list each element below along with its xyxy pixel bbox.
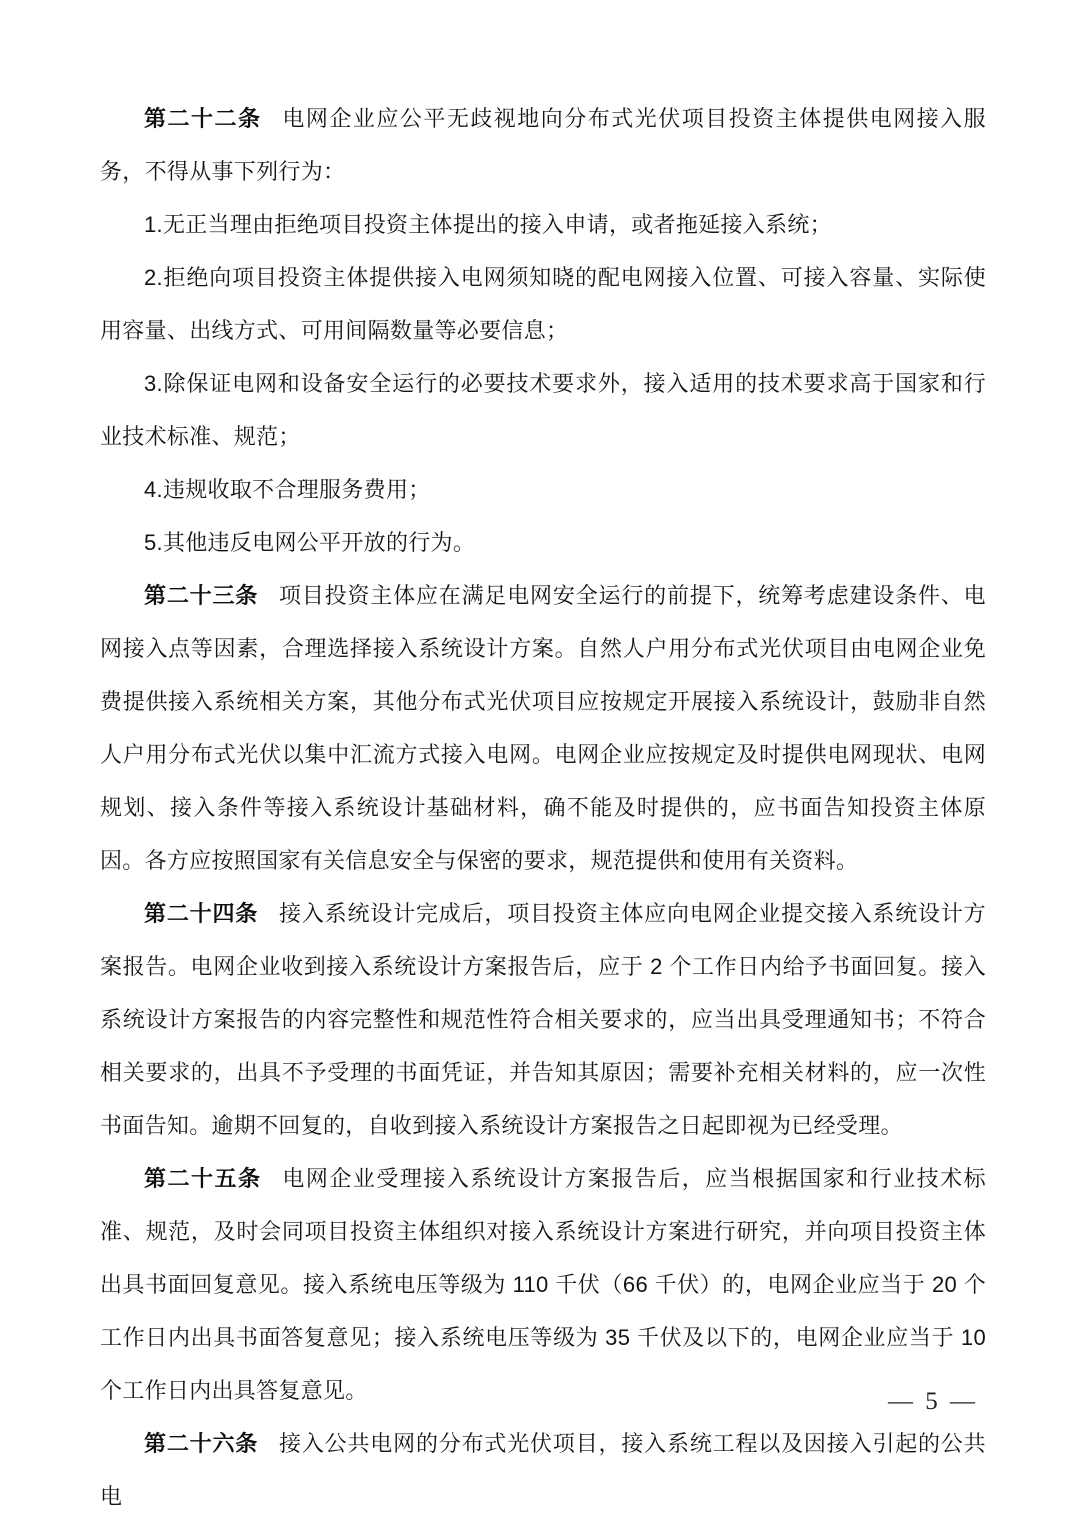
paragraph-item-2: 2.拒绝向项目投资主体提供接入电网须知晓的配电网接入位置、可接入容量、实际使用容量、出线方式、可用间隔数量等必要信息； <box>100 265 986 343</box>
paragraph-article-24 <box>100 887 986 1152</box>
article-24-text: 接入系统设计完成后，项目投资主体应向电网企业提交接入系统设计方案报告。电网企业收到接入系统设计方案报告后，应于 2 个工作日内给予书面回复。接入系统设计方案报告的内容完整性和规范性符合相关要求的，应当出具受理通知书；不符合相关要求的，出具不予受理的书面凭证，并告知其原因；需要补充相关材料的，应一次性书面告知。逾期不回复的，自收到接入系统设计方案报告之日起即视为已经受理。 <box>100 901 986 1138</box>
paragraph-article-23 <box>100 569 986 887</box>
paragraph-item-5: 5.其他违反电网公平开放的行为。 <box>144 530 476 555</box>
paragraph-item-1: 1.无正当理由拒绝项目投资主体提出的接入申请，或者拖延接入系统； <box>144 212 832 237</box>
document-content <box>100 92 986 1523</box>
article-25-text: 电网企业受理接入系统设计方案报告后，应当根据国家和行业技术标准、规范，及时会同项目投资主体组织对接入系统设计方案进行研究，并向项目投资主体出具书面回复意见。接入系统电压等级为 110 千伏（66 千伏）的，电网企业应当于 20 个工作日内出具书面答复意见；接入系统电压等级为 35 千伏及以下的，电网企业应当于 10 个工作日内出具答复意见。 <box>100 1166 986 1403</box>
paragraph-article-26 <box>100 1417 986 1523</box>
article-26-heading: 第二十六条 <box>144 1431 259 1456</box>
paragraph-item-3: 3.除保证电网和设备安全运行的必要技术要求外，接入适用的技术要求高于国家和行业技术标准、规范； <box>100 371 986 449</box>
paragraph-article-22 <box>100 92 986 198</box>
article-25-heading: 第二十五条 <box>144 1166 262 1191</box>
article-24-heading: 第二十四条 <box>144 901 259 926</box>
article-26-text: 接入公共电网的分布式光伏项目，接入系统工程以及因接入引起的公共电 <box>100 1431 986 1509</box>
article-22-text: 电网企业应公平无歧视地向分布式光伏项目投资主体提供电网接入服务，不得从事下列行为： <box>100 106 986 184</box>
article-23-heading: 第二十三条 <box>144 583 259 608</box>
paragraph-item-4: 4.违规收取不合理服务费用； <box>144 477 431 502</box>
article-22-heading: 第二十二条 <box>144 106 262 131</box>
article-23-text: 项目投资主体应在满足电网安全运行的前提下，统筹考虑建设条件、电网接入点等因素，合理选择接入系统设计方案。自然人户用分布式光伏项目由电网企业免费提供接入系统相关方案，其他分布式光伏项目应按规定开展接入系统设计，鼓励非自然人户用分布式光伏以集中汇流方式接入电网。电网企业应按规定及时提供电网现状、电网规划、接入条件等接入系统设计基础材料，确不能及时提供的，应书面告知投资主体原因。各方应按照国家有关信息安全与保密的要求，规范提供和使用有关资料。 <box>100 583 986 873</box>
page-number: — 5 — <box>888 1388 978 1415</box>
paragraph-article-25 <box>100 1152 986 1417</box>
